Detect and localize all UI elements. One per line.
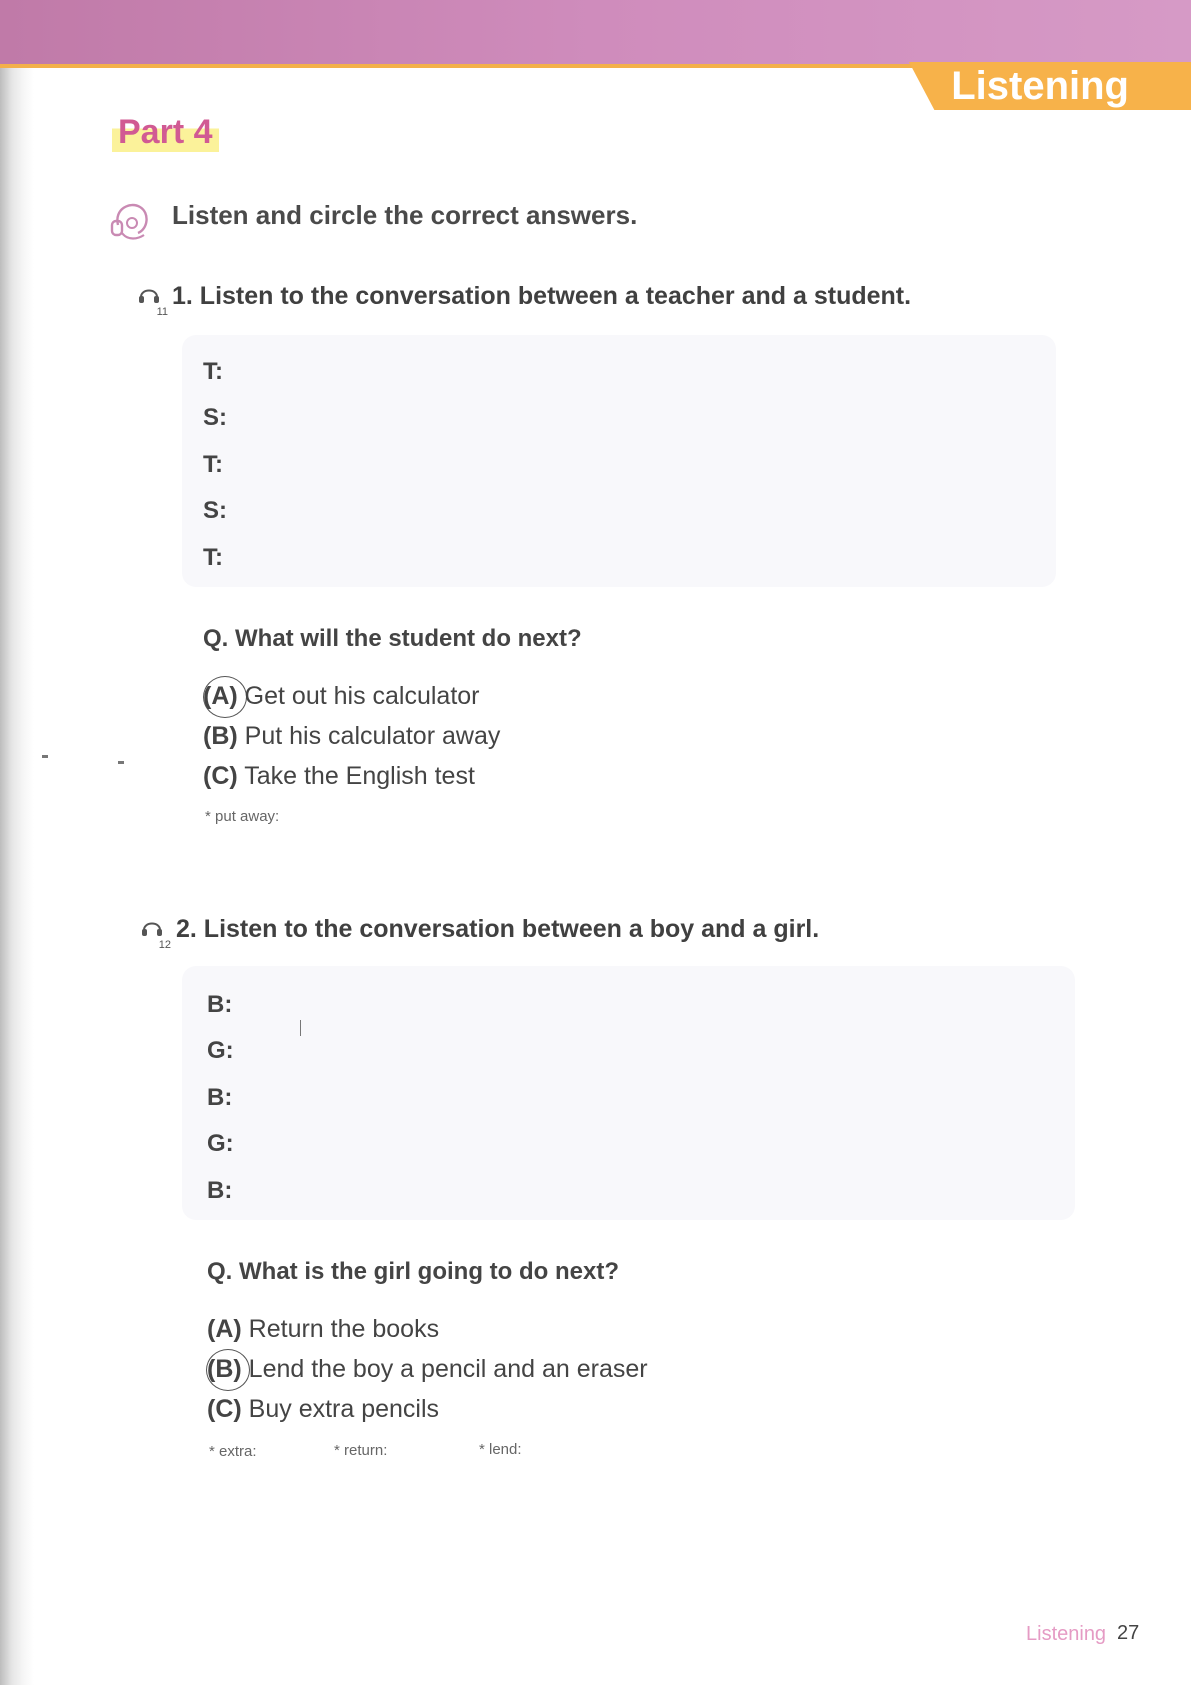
option-c[interactable] [203, 762, 475, 791]
footer-section-label: Listening [1026, 1623, 1107, 1645]
headset-icon [108, 199, 156, 243]
option-b[interactable] [207, 1355, 648, 1384]
option-c[interactable] [207, 1395, 439, 1424]
question-2-title: 2. Listen to the conversation between a boy and a girl. [176, 915, 820, 943]
audio-track-icon [141, 917, 171, 951]
option-letter: (B) [203, 722, 238, 750]
question-1-prompt: Q. What will the student do next? [203, 625, 582, 652]
option-letter: (C) [207, 1395, 242, 1423]
option-letter: (C) [203, 762, 238, 790]
option-letter: (B) [207, 1355, 242, 1383]
option-a[interactable] [207, 1315, 439, 1344]
speaker-label: G: [207, 1037, 234, 1064]
vocab-note: * put away: [205, 808, 280, 825]
option-a[interactable] [203, 682, 480, 711]
option-text: Get out his calculator [244, 682, 480, 710]
section-tab-label: Listening [951, 64, 1129, 108]
option-letter: (A) [203, 682, 238, 710]
option-text: Take the English test [244, 762, 475, 790]
speaker-label: S: [203, 404, 227, 431]
scan-mark [300, 1020, 301, 1036]
option-text: Buy extra pencils [248, 1395, 440, 1423]
question-1-title: 1. Listen to the conversation between a teacher and a student. [172, 282, 912, 310]
option-text: Return the books [248, 1315, 440, 1343]
binding-shadow [0, 0, 34, 1685]
page-number: 27 [1117, 1622, 1140, 1644]
option-letter: (A) [207, 1315, 242, 1343]
part-label: Part 4 [112, 113, 219, 152]
speaker-label: T: [203, 358, 223, 385]
vocab-note: * extra: [209, 1443, 257, 1460]
speaker-label: T: [203, 451, 223, 478]
speaker-label: B: [207, 1084, 233, 1111]
speaker-label: B: [207, 991, 233, 1018]
track-number: 12 [158, 939, 171, 951]
dialogue-box-1 [182, 335, 1056, 587]
speaker-label: G: [207, 1130, 234, 1157]
vocab-note: * lend: [479, 1441, 522, 1458]
vocab-note: * return: [334, 1442, 388, 1459]
header-band [0, 0, 1191, 68]
question-2-prompt: Q. What is the girl going to do next? [207, 1258, 619, 1285]
speaker-label: B: [207, 1177, 233, 1204]
audio-track-icon [138, 284, 168, 318]
option-b[interactable] [203, 722, 500, 751]
speaker-label: S: [203, 497, 227, 524]
dialogue-box-2 [182, 966, 1075, 1220]
option-text: Put his calculator away [244, 722, 501, 750]
scan-mark [118, 761, 124, 764]
scan-mark [42, 755, 48, 758]
instruction-text: Listen and circle the correct answers. [172, 200, 638, 230]
speaker-label: T: [203, 544, 223, 571]
track-number: 11 [156, 306, 168, 318]
option-text: Lend the boy a pencil and an eraser [248, 1355, 648, 1383]
